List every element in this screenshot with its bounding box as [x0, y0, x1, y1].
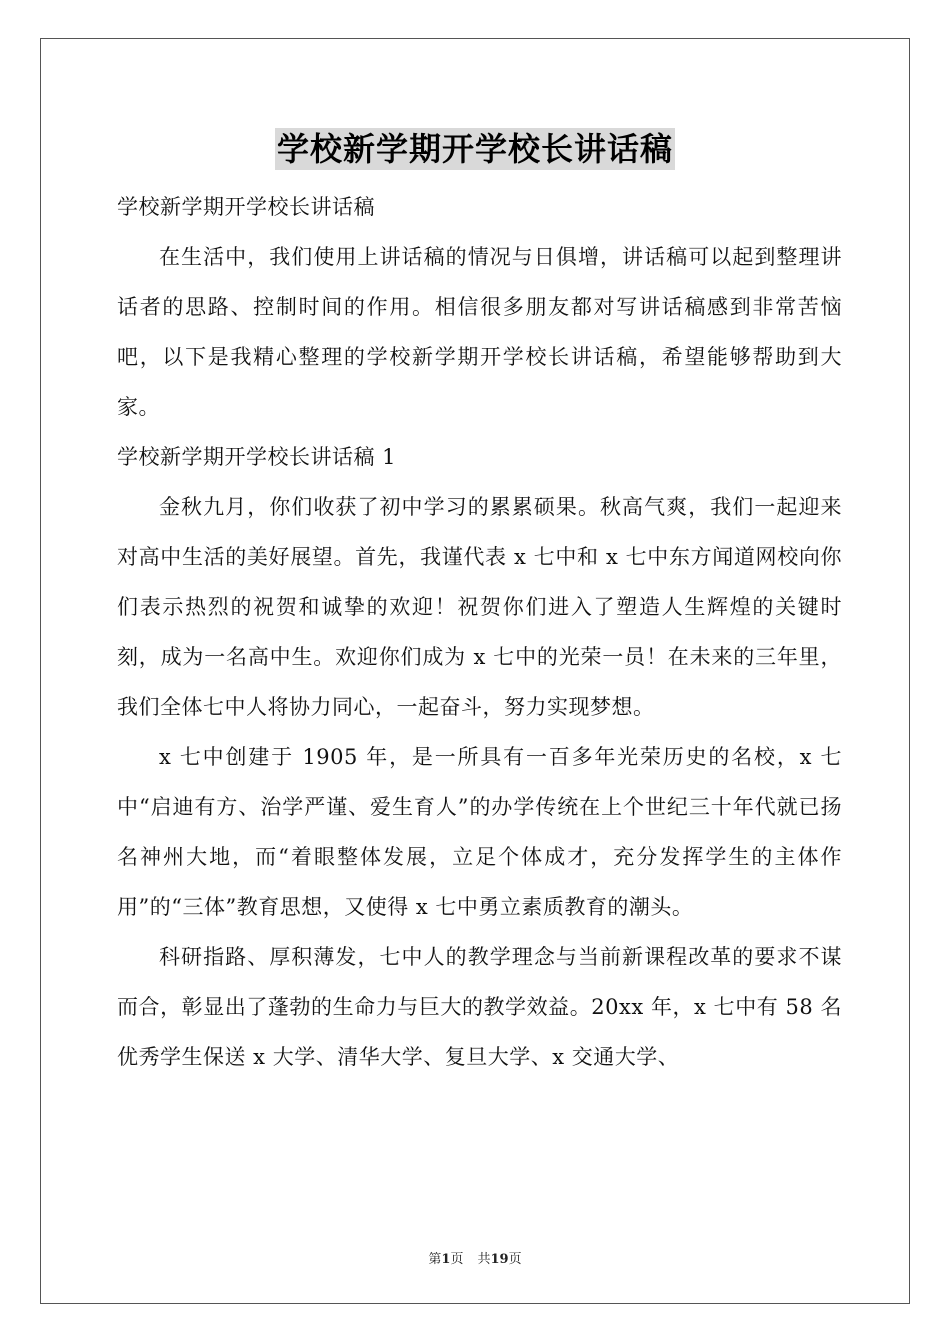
- total-suffix: 页: [508, 1252, 522, 1267]
- section-heading: 学校新学期开学校长讲话稿 1: [117, 445, 397, 469]
- document-title: 学校新学期开学校长讲话稿: [276, 130, 673, 168]
- document-body: [117, 182, 842, 1082]
- page-prefix: 第: [428, 1252, 442, 1267]
- body-paragraph: x 七中创建于 1905 年，是一所具有一百多年光荣历史的名校，x 七中“启迪有方、治学严谨、爱生育人”的办学传统在上个世纪三十年代就已扬名神州大地，而“着眼整体发展，立足个体成才，充分发挥学生的主体作用”的“三体”教育思想，又使得 x 七中勇立素质教育的潮头。: [117, 745, 842, 919]
- page-number: 1: [441, 1252, 451, 1267]
- body-paragraph: 科研指路、厚积薄发，七中人的教学理念与当前新课程改革的要求不谋而合，彰显出了蓬勃的生命力与巨大的教学效益。20xx 年，x 七中有 58 名优秀学生保送 x 大学、清华大学、复旦大学、x 交通大学、: [117, 945, 842, 1069]
- document-subtitle: 学校新学期开学校长讲话稿: [117, 195, 375, 219]
- page-suffix: 页: [450, 1252, 464, 1267]
- title-container: [0, 128, 950, 170]
- page-footer: [0, 1248, 950, 1267]
- total-pages: 19: [490, 1252, 509, 1267]
- intro-paragraph: 在生活中，我们使用上讲话稿的情况与日俱增，讲话稿可以起到整理讲话者的思路、控制时间的作用。相信很多朋友都对写讲话稿感到非常苦恼吧，以下是我精心整理的学校新学期开学校长讲话稿，希望能够帮助到大家。: [117, 245, 842, 419]
- body-paragraph: 金秋九月，你们收获了初中学习的累累硕果。秋高气爽，我们一起迎来对高中生活的美好展望。首先，我谨代表 x 七中和 x 七中东方闻道网校向你们表示热烈的祝贺和诚挚的欢迎！祝贺你们进入了塑造人生辉煌的关键时刻，成为一名高中生。欢迎你们成为 x 七中的光荣一员！在未来的三年里，我们全体七中人将协力同心，一起奋斗，努力实现梦想。: [117, 495, 842, 719]
- total-prefix: 共: [477, 1252, 491, 1267]
